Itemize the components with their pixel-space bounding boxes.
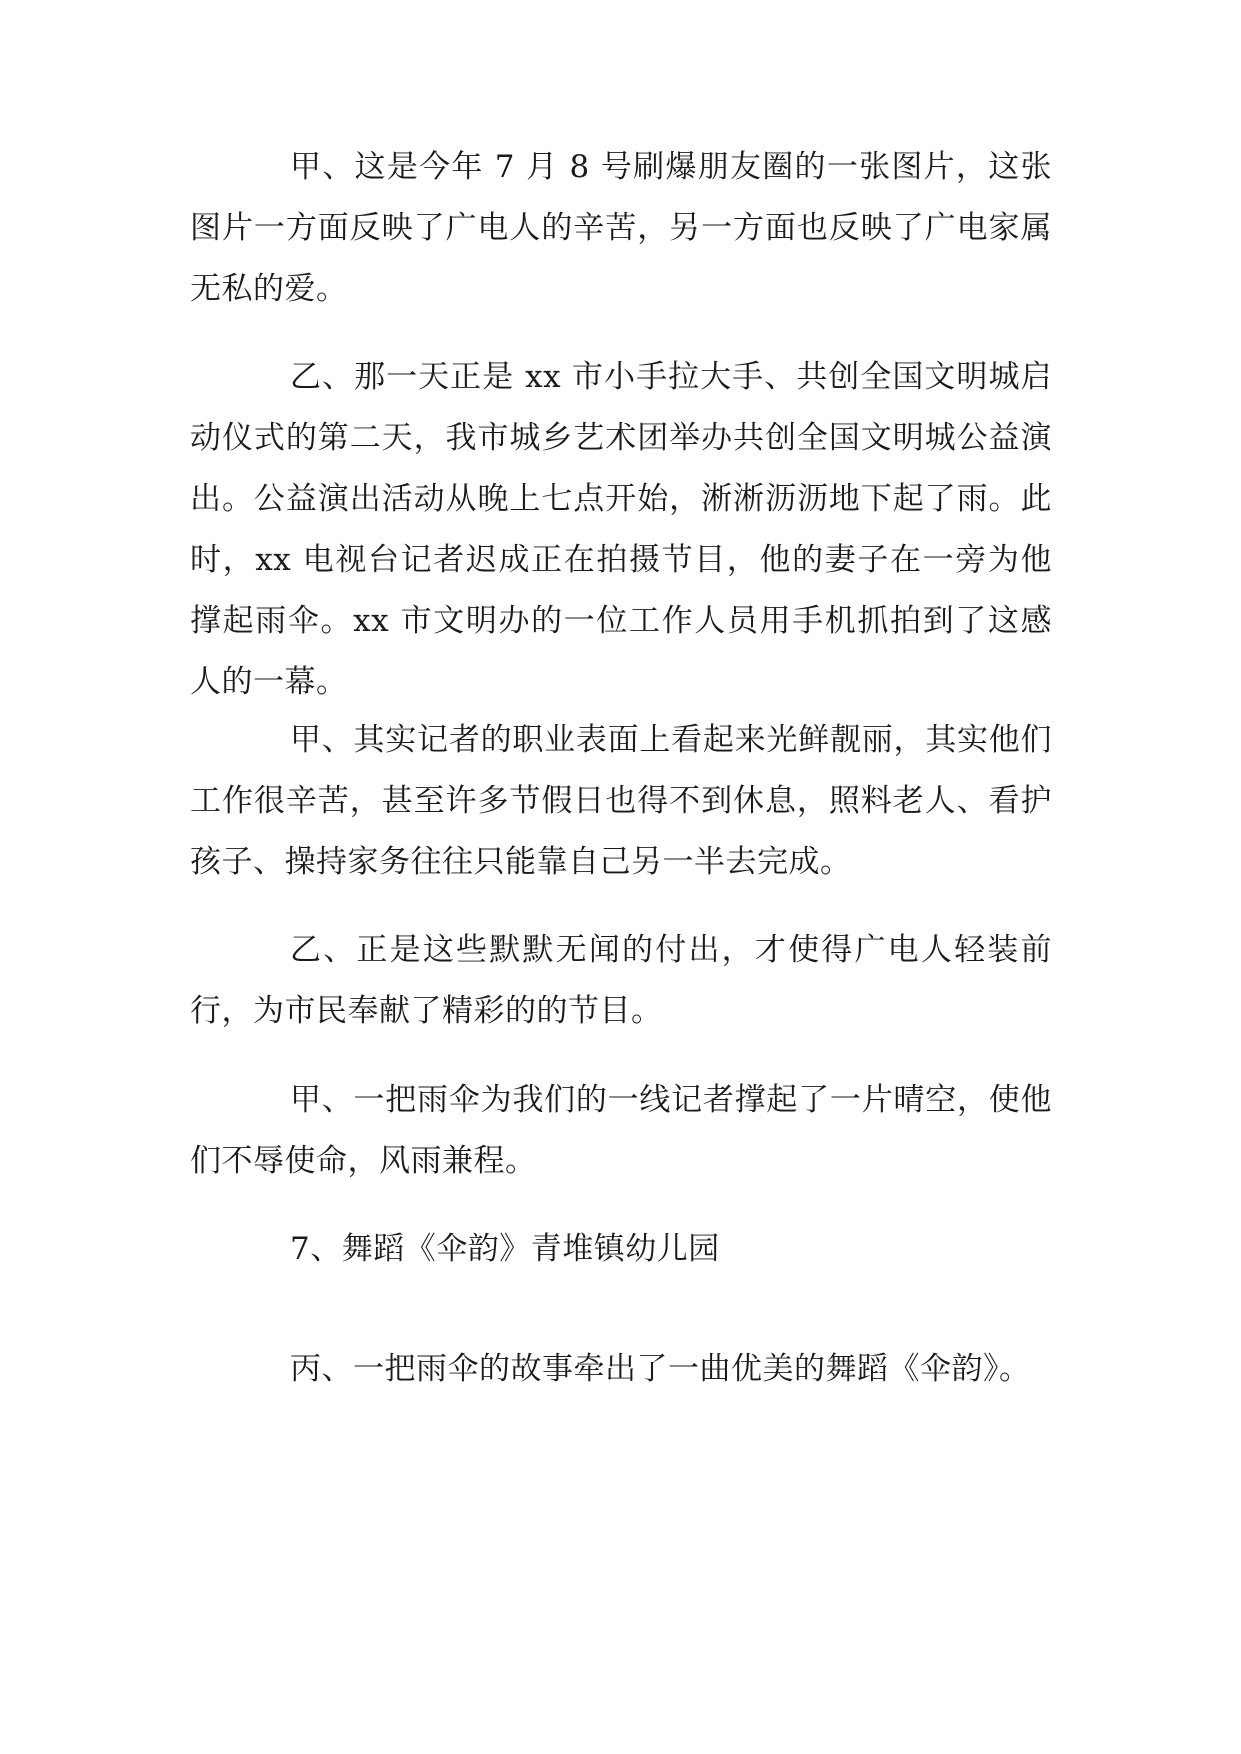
paragraph-2: 乙、那一天正是 xx 市小手拉大手、共创全国文明城启动仪式的第二天，我市城乡艺术团举办共创全国文明城公益演出。公益演出活动从晚上七点开始，淅淅沥沥地下起了雨。此时，xx 电视台记者迟成正在拍摄节目，他的妻子在一旁为他撑起雨伞。xx 市文明办的一位工作人员用手机抓拍到了这感人的一幕。 <box>190 359 1052 700</box>
paragraph-7: 丙、一把雨伞的故事牵出了一曲优美的舞蹈《伞韵》。 <box>290 1351 1031 1387</box>
paragraph-5: 甲、一把雨伞为我们的一线记者撑起了一片晴空，使他们不辱使命，风雨兼程。 <box>190 1082 1052 1179</box>
program-item-heading: 7、舞蹈《伞韵》青堆镇幼儿园 <box>290 1231 720 1267</box>
paragraph-4: 乙、正是这些默默无闻的付出，才使得广电人轻装前行，为市民奉献了精彩的的节目。 <box>190 932 1052 1029</box>
paragraph-1: 甲、这是今年 7 月 8 号刷爆朋友圈的一张图片，这张图片一方面反映了广电人的辛苦，另一方面也反映了广电家属无私的爱。 <box>190 149 1052 307</box>
paragraph-3: 甲、其实记者的职业表面上看起来光鲜靓丽，其实他们工作很辛苦，甚至许多节假日也得不到休息，照料老人、看护孩子、操持家务往往只能靠自己另一半去完成。 <box>190 722 1052 880</box>
